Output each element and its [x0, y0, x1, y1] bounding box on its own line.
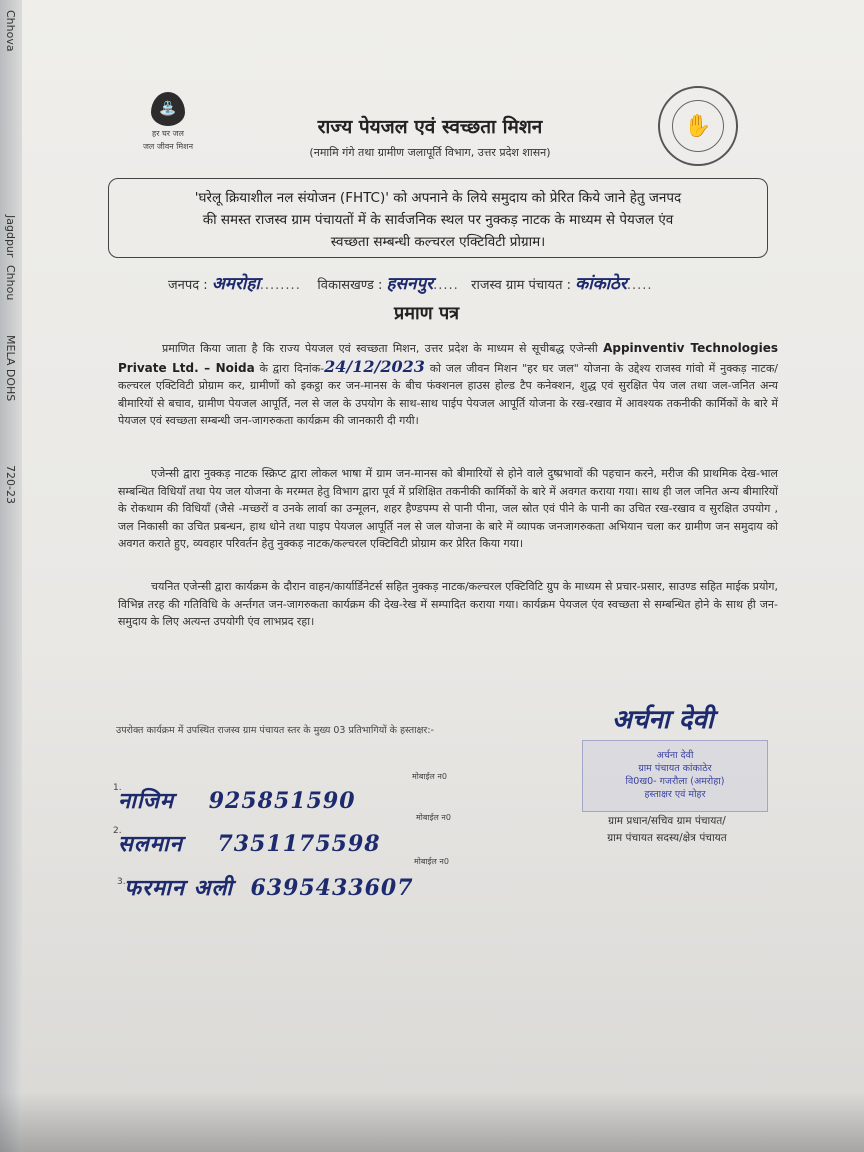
role-line: ग्राम प्रधान/सचिव ग्राम पंचायत/	[608, 815, 726, 827]
p1-intro: प्रमाणित किया जाता है कि राज्य पेयजल एवं स्वच्छता मिशन, उत्तर प्रदेश के माध्यम से सूचीबद्ध एजेन्सी	[162, 342, 598, 355]
participant-row	[124, 872, 414, 902]
water-tap-icon: ⛲	[151, 92, 185, 126]
participant-mobile: 925851590	[208, 788, 356, 814]
participants-intro: उपरोक्त कार्यक्रम में उपस्थित राजस्व ग्राम पंचायत स्तर के मुख्य 03 प्रतिभागियों के हस्ताक्षर:-	[116, 725, 434, 736]
jal-jeevan-mission-logo	[128, 92, 208, 152]
participant-name: नाजिम	[118, 788, 175, 814]
seal-emblem: ✋	[672, 100, 724, 152]
edge-text: Jagdpur	[4, 215, 17, 258]
page-title: राज्य पेयजल एवं स्वच्छता मिशन	[317, 116, 543, 138]
district-label: जनपद :	[168, 278, 208, 293]
signatory-role	[552, 813, 782, 847]
participant-name: फरमान अली	[124, 875, 234, 901]
participant-mobile: 6395433607	[250, 875, 414, 901]
location-fields: जनपद : अमरोहा........ विकासखण्ड : हसनपुर..... राजस्व ग्राम पंचायत : कांकाठेर.....	[168, 274, 653, 294]
stamp-line: हस्ताक्षर एवं मोहर	[644, 789, 706, 800]
edge-text: 720-23	[4, 465, 17, 504]
p3-text: चयनित एजेन्सी द्वारा कार्यक्रम के दौरान वाहन/कार्यार्डिनेटर्स सहित नुक्कड़ नाटक/कल्चरल एक्टिविटि ग्रुप के माध्यम से प्रचार-प्रसार, साउण्ड सहित माईक प्रयोग, विभिन्न तरह की गतिविधि के अर्न्तगत जन-जागरुकता कार्यक्रम की देख-रेख में सम्पादित कराया गया। कार्यक्रम पेयजल एंव स्वच्छता से सम्बन्धित होने के साथ ही जन-समुदाय के लिए अत्यन्त उपयोगी एंव लाभप्रद रहा।	[118, 580, 778, 628]
mobile-label: मोबाईल न0	[416, 813, 451, 822]
edge-text: MELA DOHS	[4, 335, 17, 402]
panchayat-stamp	[582, 740, 768, 812]
program-description-box	[108, 178, 768, 258]
logo-line-1: हर घर जल	[152, 129, 184, 138]
participant-row	[118, 785, 356, 815]
district-value: अमरोहा	[211, 274, 260, 294]
mobile-label: मोबाईल न0	[412, 772, 447, 781]
participant-number: 3.	[117, 877, 126, 887]
p1-mid: के द्वारा दिनांक-	[254, 361, 325, 375]
program-date: 24/12/2023	[324, 356, 425, 376]
program-line: की समस्त राजस्व ग्राम पंचायतों में के सार्वजनिक स्थल पर नुक्कड़ नाटक के माध्यम से पेयजल एंव	[202, 212, 674, 228]
stamp-line: ग्राम पंचायत कांकाठेर	[638, 763, 712, 774]
p1-rest: को जल जीवन मिशन "हर घर जल" योजना के उद्देश्य राजस्व गांवो में नुक्कड़ नाटक/कल्चरल एक्टिविटी प्रोग्राम कर, ग्रामीणों को इकट्ठा कर जन-मानस के बीच फंक्शनल हाउस होल्ड टैप कनेक्शन, शुद्ध एवं सुरक्षित पेय जल तथा जल-जनित अन्य बीमारियों से बचाव, ग्रामीण पेयजल आपूर्ति, नल से जल के उपयोग के साथ-साथ पाईप पेयजल आपूर्ति योजना के रख-रखाव में आवश्यक तकनीकी कार्मिकों के बारे में पेयजल एवं स्वच्छता सम्बन्धी जन-जागरुकता कार्यक्रम की जानकारी दी गयी।	[118, 361, 778, 427]
body-paragraph-1	[118, 340, 778, 430]
mobile-label: मोबाईल न0	[414, 857, 449, 866]
body-paragraph-3	[118, 578, 778, 631]
participant-row	[118, 828, 381, 858]
participant-number: 1.	[113, 783, 122, 793]
signature: अर्चना देवी	[612, 705, 714, 735]
participant-name: सलमान	[118, 831, 183, 857]
body-paragraph-2	[118, 465, 778, 553]
page-subtitle: (नमामि गंगे तथा ग्रामीण जलापूर्ति विभाग, उत्तर प्रदेश शासन)	[309, 146, 551, 159]
participant-mobile: 7351175598	[217, 831, 381, 857]
up-government-seal-icon	[658, 86, 738, 166]
p2-text: एजेन्सी द्वारा नुक्कड़ नाटक स्क्रिप्ट द्वारा लोकल भाषा में ग्राम जन-मानस को बीमारियों से होने वाले दुष्प्रभावों की पहचान करने, मरीज की प्राथमिक देख-भाल सम्बन्धित विधियाँ तथा पेय जल योजना के मरम्मत हेतु विभाग द्वारा पूर्व में प्रशिक्षित तकनीकी कार्मिकों के बारे में अवगत कराया गया। साथ ही जल जनित अन्य बीमारियों के रोकथाम की विधियाँ (जैसे -मच्छरों व उनके लार्वा का उन्मूलन, शहर हैण्डपम्प से पानी पीना, जल स्रोत एवं पीने के पानी का उचित रख-रखाव व सुरक्षित उपयोग , जल निकासी का उचित प्रबन्धन, हाथ धोने तथा पाइप पेयजल आपूर्ति नल से जल योजना के बारे में व्यापक जनजागरुकता अभियान चला कर ग्रामीण जन समुदाय को अवगत कराते हुए, व्यवहार परिवर्तन हेतु नुक्कड़ नाटक/कल्चरल एक्टिविटी प्रोग्राम कर प्रेरित किया गया।	[118, 467, 778, 550]
stamp-line: वि0ख0- गजरौला (अमरोहा)	[625, 776, 725, 787]
panchayat-label: राजस्व ग्राम पंचायत :	[471, 278, 571, 293]
edge-text: Chhou	[4, 265, 17, 301]
edge-text: Chhova	[4, 10, 17, 52]
participant-number: 2.	[113, 826, 122, 836]
agency-name: Appinventiv Technologies Private Ltd. – Noida	[118, 341, 778, 375]
block-label: विकासखण्ड :	[317, 278, 383, 293]
stamp-line: अर्चना देवी	[656, 750, 694, 761]
certificate-document	[22, 0, 864, 1152]
panchayat-value: कांकाठेर	[575, 274, 627, 294]
photo-shadow	[0, 1092, 864, 1152]
program-line: स्वच्छता सम्बन्धी कल्चरल एक्टिविटी प्रोग्राम।	[330, 234, 546, 250]
logo-line-2: जल जीवन मिशन	[142, 142, 194, 151]
block-value: हसनपुर	[386, 274, 434, 294]
role-line: ग्राम पंचायत सदस्य/क्षेत्र पंचायत	[607, 832, 727, 844]
program-line: 'घरेलू क्रियाशील नल संयोजन (FHTC)' को अपनाने के लिये समुदाय को प्रेरित किये जाने हेतु जनपद	[194, 190, 682, 206]
certificate-title: प्रमाण पत्र	[394, 303, 460, 324]
